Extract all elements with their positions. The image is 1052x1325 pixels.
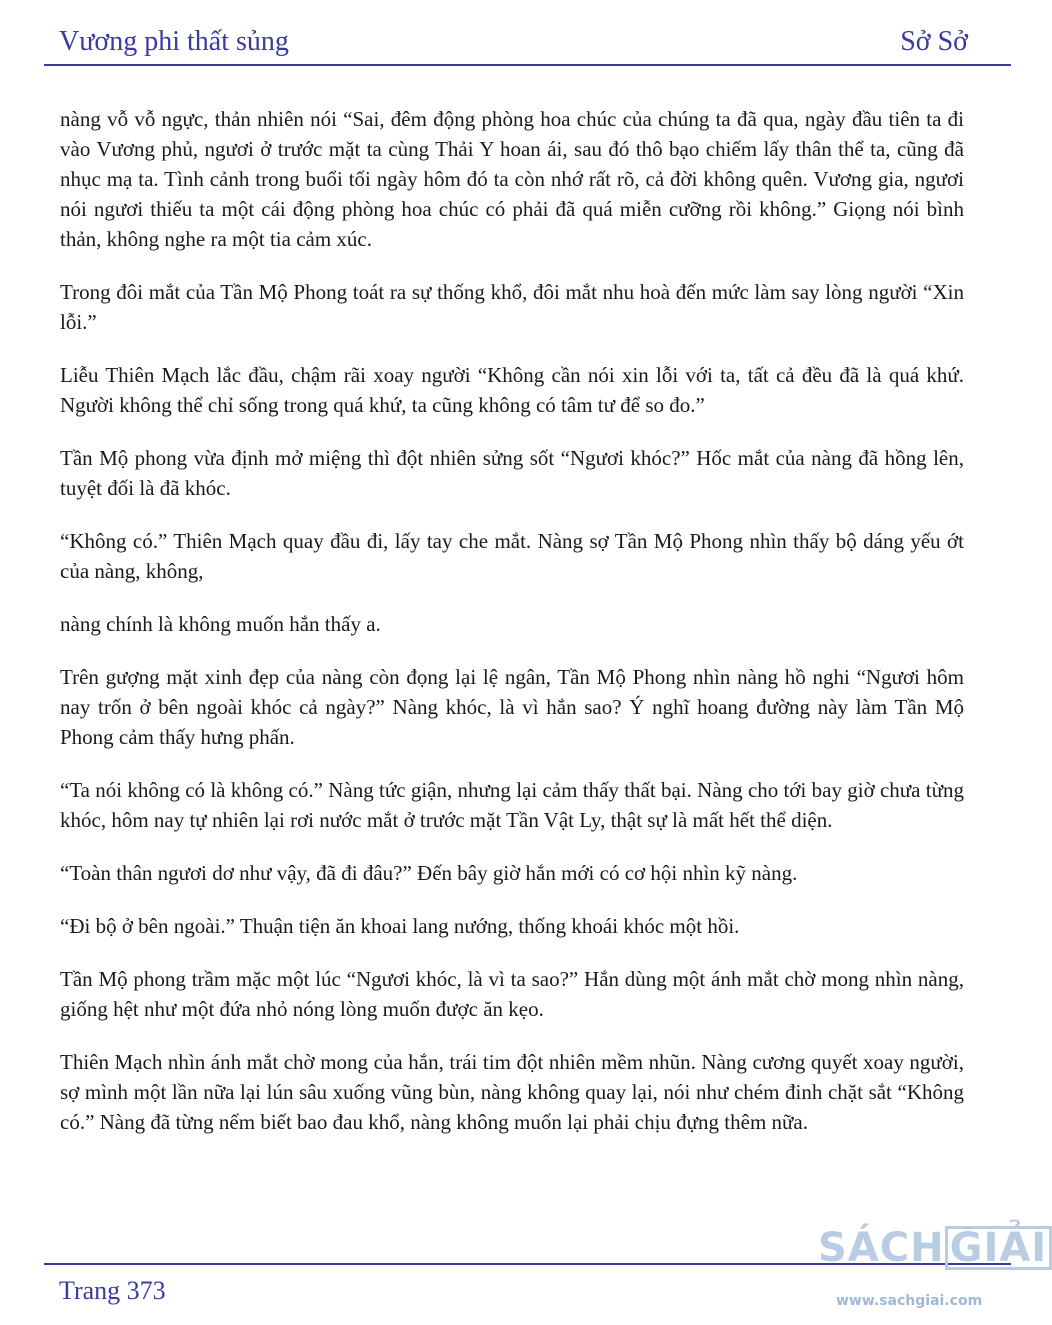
paragraph: “Không có.” Thiên Mạch quay đầu đi, lấy tay che mắt. Nàng sợ Tần Mộ Phong nhìn thấy bộ dáng yếu ớt của nàng, không, xyxy=(60,529,964,583)
page-body xyxy=(60,104,964,1160)
paragraph: Liễu Thiên Mạch lắc đầu, chậm rãi xoay người “Không cần nói xin lỗi với ta, tất cả đều đã là quá khứ. Người không thể chỉ sống trong quá khứ, ta cũng không có tâm tư để so đo.” xyxy=(60,363,964,417)
book-title: Vương phi thất sủng xyxy=(59,26,289,57)
watermark-url: www.sachgiai.com xyxy=(836,1293,983,1309)
watermark-logo-boxed: GIẢI xyxy=(945,1226,1052,1270)
author-name: Sở Sở xyxy=(900,26,968,57)
watermark-logo xyxy=(818,1224,1052,1272)
paragraph: Thiên Mạch nhìn ánh mắt chờ mong của hắn, trái tim đột nhiên mềm nhũn. Nàng cương quyết xoay người, sợ mình một lần nữa lại lún sâu xuống vũng bùn, nàng không quay lại, nói như chém đinh chặt sắt “Không có.” Nàng đã từng nếm biết bao đau khổ, nàng không muốn lại phải chịu đựng thêm nữa. xyxy=(60,1050,964,1134)
watermark-logo-left: SÁCH xyxy=(818,1225,945,1271)
header-divider xyxy=(44,64,1011,66)
page-header xyxy=(0,0,1024,70)
paragraph: Tần Mộ phong vừa định mở miệng thì đột nhiên sửng sốt “Ngươi khóc?” Hốc mắt của nàng đã hồng lên, tuyệt đối là đã khóc. xyxy=(60,446,964,500)
paragraph: Trên gượng mặt xinh đẹp của nàng còn đọng lại lệ ngân, Tần Mộ Phong nhìn nàng hồ nghi “Ngươi hôm nay trốn ở bên ngoài khóc cả ngày?” Nàng khóc, là vì hắn sao? Ý nghĩ hoang đường này làm Tần Mộ Phong cảm thấy hưng phấn. xyxy=(60,665,964,749)
paragraph: “Ta nói không có là không có.” Nàng tức giận, nhưng lại cảm thấy thất bại. Nàng cho tới bay giờ chưa từng khóc, hôm nay tự nhiên lại rơi nước mắt ở trước mặt Tần Vật Ly, thật sự là mất hết thể diện. xyxy=(60,778,964,832)
paragraph: Trong đôi mắt của Tần Mộ Phong toát ra sự thống khổ, đôi mắt nhu hoà đến mức làm say lòng người “Xin lỗi.” xyxy=(60,280,964,334)
paragraph: nàng chính là không muốn hắn thấy a. xyxy=(60,612,381,636)
paragraph: nàng vỗ vỗ ngực, thản nhiên nói “Sai, đêm động phòng hoa chúc của chúng ta đã qua, ngày đầu tiên ta đi vào Vương phủ, ngươi ở trước mặt ta cùng Thải Y hoan ái, sau đó thô bạo chiếm lấy thân thể ta, cũng đã nhục mạ ta. Tình cảnh trong buổi tối ngày hôm đó ta còn nhớ rất rõ, cả đời không quên. Vương gia, ngươi nói ngươi thiếu ta một cái động phòng hoa chúc có phải đã quá miễn cưỡng rồi không.” Giọng nói bình thản, không nghe ra một tia cảm xúc. xyxy=(60,107,964,251)
paragraph: Tần Mộ phong trầm mặc một lúc “Ngươi khóc, là vì ta sao?” Hắn dùng một ánh mắt chờ mong nhìn nàng, giống hệt như một đứa nhỏ nóng lòng muốn được ăn kẹo. xyxy=(60,967,964,1021)
paragraph: “Toàn thân ngươi dơ như vậy, đã đi đâu?” Đến bây giờ hắn mới có cơ hội nhìn kỹ nàng. xyxy=(60,861,798,885)
paragraph: “Đi bộ ở bên ngoài.” Thuận tiện ăn khoai lang nướng, thống khoái khóc một hồi. xyxy=(60,914,740,938)
sachgiai-watermark xyxy=(818,1216,1048,1316)
page-number: Trang 373 xyxy=(59,1276,166,1305)
